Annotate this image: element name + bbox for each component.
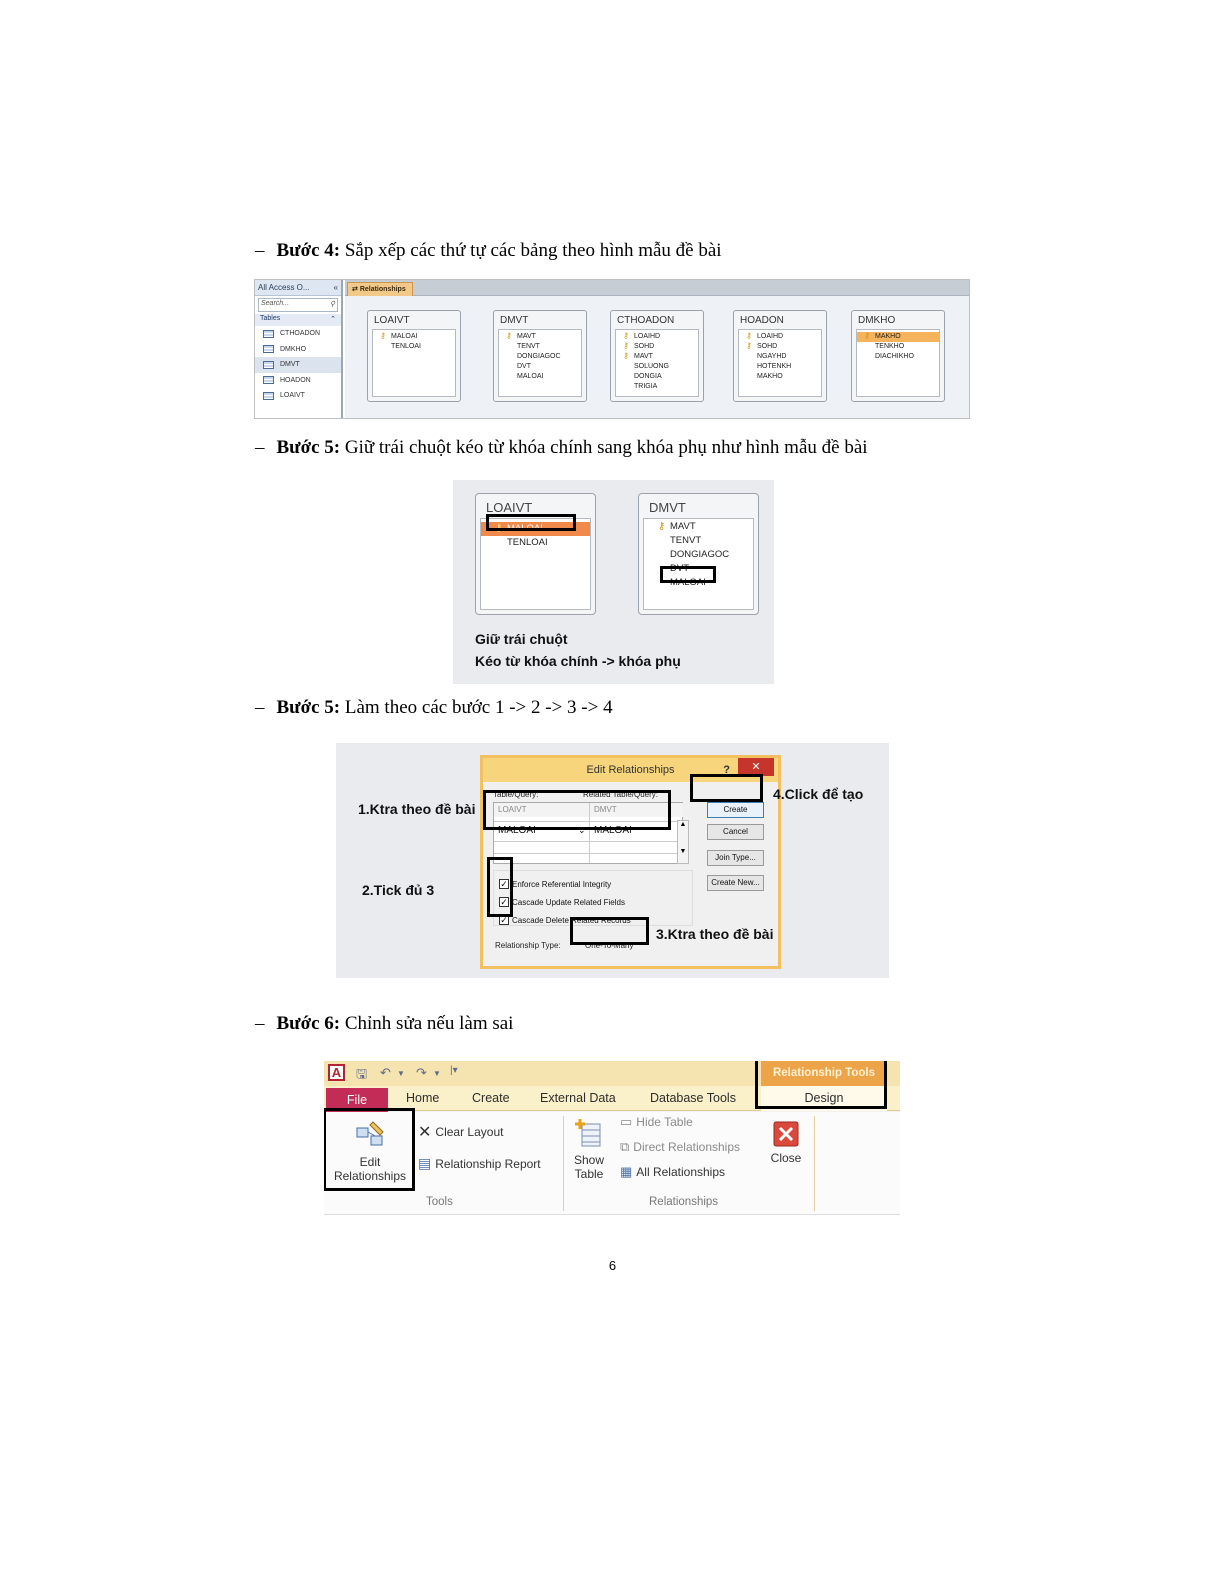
grid-scrollbar[interactable] (677, 820, 689, 864)
tab-relationships[interactable]: ⇄ Relationships (347, 282, 413, 296)
step-5a-heading: – Bước 5: Giữ trái chuột kéo từ khóa chính sang khóa phụ như hình mẫu đề bài (255, 437, 868, 458)
chevron-down-icon[interactable]: ⌄ (578, 825, 586, 835)
tab-database-tools[interactable]: Database Tools (650, 1091, 736, 1105)
field-key[interactable]: ⚷ LOAIHD (743, 332, 821, 342)
checkmark-icon: ✓ (500, 897, 508, 907)
undo-icon[interactable]: ↶ (380, 1065, 391, 1080)
field-key[interactable]: ⚷ LOAIHD (620, 332, 698, 342)
related-table-select[interactable]: DMVT (590, 803, 683, 817)
annotation-step-3: 3.Ktra theo đề bài (656, 926, 774, 942)
cancel-button[interactable]: Cancel (707, 824, 764, 840)
step-5b-heading: – Bước 5: Làm theo các bước 1 -> 2 -> 3 -> 4 (255, 697, 613, 718)
highlight-frame-relationship-tools (755, 1061, 887, 1109)
save-icon[interactable]: 🖫 (356, 1066, 368, 1081)
access-logo-icon[interactable]: A (328, 1064, 345, 1081)
tab-file[interactable]: File (326, 1088, 388, 1112)
cascade-update-checkbox[interactable]: ✓ Cascade Update Related Fields (500, 897, 625, 907)
enforce-integrity-checkbox[interactable]: ✓ Enforce Referential Integrity (500, 879, 612, 889)
field[interactable]: DONGIAGOC (517, 353, 561, 360)
table-icon (263, 345, 274, 353)
relationships-canvas (345, 280, 969, 418)
field[interactable]: TENKHO (875, 343, 905, 350)
drag-caption: Giữ trái chuột Kéo từ khóa chính -> khóa phụ (475, 631, 681, 669)
join-type-button[interactable]: Join Type... (707, 850, 764, 866)
field-key[interactable]: ⚷ SOHD (620, 342, 698, 352)
field[interactable]: MAKHO (757, 373, 783, 380)
highlight-frame-checkboxes (487, 857, 513, 917)
nav-item-dmkho[interactable]: DMKHO (255, 342, 341, 358)
tab-design[interactable]: Design (761, 1086, 887, 1111)
field[interactable]: TRIGIA (634, 383, 658, 390)
relationship-tools-context-header: Relationship Tools (761, 1061, 887, 1086)
create-button[interactable]: Create (707, 802, 764, 818)
table-box-dmvt[interactable]: DMVT ⚷ MAVT TENVT DONGIAGOC DVT MALOAI (493, 310, 587, 402)
scroll-down-icon[interactable]: ▼ (679, 848, 687, 855)
report-icon: ▤ (418, 1155, 432, 1171)
group-separator (814, 1116, 815, 1211)
field[interactable]: TENLOAI (391, 343, 421, 350)
customize-toolbar-icon[interactable]: |▾ (450, 1065, 458, 1076)
table-box-hoadon[interactable]: HOADON ⚷ LOAIHD ⚷ SOHD NGAYHD HOTENKH MAKHO (733, 310, 827, 402)
checkmark-icon: ✓ (500, 879, 508, 889)
create-new-button[interactable]: Create New... (707, 875, 764, 891)
group-label-relationships: Relationships (649, 1196, 719, 1208)
close-button[interactable]: Close (764, 1120, 808, 1165)
table-query-label: Table/Query: (493, 790, 539, 799)
group-label-tools: Tools (426, 1196, 453, 1208)
highlight-frame-foreign-key (660, 566, 716, 583)
collapse-chevron-icon[interactable]: « (333, 283, 338, 292)
search-icon: ⚲ (329, 301, 335, 308)
table-icon (263, 361, 274, 369)
nav-item-hoadon[interactable]: HOADON (255, 373, 341, 389)
highlight-frame-type (570, 917, 649, 945)
field-key[interactable]: ⚷ MAVT (620, 352, 698, 362)
edit-relationships-button[interactable]: Edit Relationships (328, 1118, 412, 1183)
document-tab-bar (345, 280, 969, 296)
table-icon (263, 330, 274, 338)
relationships-icon: ⇄ (352, 286, 360, 293)
field[interactable]: TENVT (670, 535, 702, 546)
tab-external-data[interactable]: External Data (540, 1091, 616, 1105)
nav-search-input[interactable]: Search... ⚲ (258, 298, 338, 312)
field[interactable]: HOTENKH (757, 363, 792, 370)
nav-item-loaivt[interactable]: LOAIVT (255, 388, 341, 404)
group-separator (563, 1116, 564, 1211)
clear-x-icon: ✕ (418, 1124, 432, 1141)
field[interactable]: DIACHIKHO (875, 353, 914, 360)
step-4-heading: – Bước 4: Sắp xếp các thứ tự các bảng theo hình mẫu đề bài (255, 240, 722, 261)
relationship-type-label: Relationship Type: (495, 941, 561, 950)
annotation-step-4: 4.Click để tạo (773, 786, 864, 802)
field-key-selected[interactable]: ⚷ MAKHO (857, 332, 939, 342)
table-icon (263, 392, 274, 400)
nav-pane-header[interactable]: All Access O... « (255, 280, 341, 296)
annotation-step-2: 2.Tick đủ 3 (362, 882, 435, 898)
step-6-heading: – Bước 6: Chỉnh sửa nếu làm sai (255, 1013, 514, 1034)
field[interactable]: DONGIAGOC (670, 549, 730, 560)
table-box-dmkho[interactable]: DMKHO ⚷ MAKHO TENKHO DIACHIKHO (851, 310, 945, 402)
table-query-select[interactable]: LOAIVT (494, 803, 589, 817)
close-red-icon (772, 1120, 800, 1148)
page-number: 6 (608, 1258, 617, 1273)
access-ribbon-screenshot (324, 1061, 900, 1215)
field-right-select[interactable]: MALOAI (594, 825, 632, 836)
show-table-button[interactable]: Show Table (568, 1118, 610, 1181)
field[interactable]: DVT (670, 563, 689, 574)
field-key[interactable]: ⚷ MAVT (503, 332, 581, 342)
scroll-up-icon[interactable]: ▲ (679, 821, 687, 828)
close-icon[interactable]: ✕ (738, 758, 774, 776)
redo-icon[interactable]: ↷ (416, 1065, 427, 1080)
field[interactable]: DONGIA (634, 373, 662, 380)
table-box-loaivt[interactable]: LOAIVT ⚷ MALOAI TENLOAI (367, 310, 461, 402)
field[interactable]: DVT (517, 363, 531, 370)
highlight-frame-create (690, 774, 763, 802)
highlight-frame-tables (483, 790, 671, 830)
direct-relationships-button[interactable]: ⧉ Direct Relationships (620, 1139, 741, 1154)
direct-relationships-icon: ⧉ (620, 1139, 630, 1154)
tab-create[interactable]: Create (472, 1091, 510, 1105)
hide-table-icon: ▭ (620, 1114, 633, 1129)
all-relationships-icon: ▦ (620, 1164, 633, 1179)
field-key[interactable]: ⚷ MAVT (644, 520, 753, 534)
edit-relationships-screenshot (336, 743, 889, 978)
annotation-step-1: 1.Ktra theo đề bài (358, 801, 476, 817)
tab-home[interactable]: Home (406, 1091, 440, 1105)
table-box-loaivt-large[interactable]: LOAIVT ⚷ MALOAI TENLOAI (475, 493, 596, 615)
field[interactable]: TENLOAI (507, 537, 548, 548)
nav-tables-group-header[interactable]: Tables ⌃ (255, 314, 341, 326)
nav-item-dmvt[interactable]: DMVT (255, 357, 341, 373)
table-box-dmvt-large[interactable]: DMVT ⚷ MAVT TENVT DONGIAGOC DVT MALOAI (638, 493, 759, 615)
highlight-frame-edit-relationships (324, 1108, 415, 1191)
help-icon[interactable]: ? (723, 764, 730, 776)
cascade-delete-checkbox[interactable]: ✓ Cascade Delete Related Records (500, 915, 631, 925)
related-table-label: Related Table/Query: (583, 790, 659, 799)
table-box-cthoadon[interactable]: CTHOADON ⚷ LOAIHD ⚷ SOHD ⚷ MAVT SOLUONG DONGIA TRIGIA (610, 310, 704, 402)
field[interactable]: NGAYHD (757, 353, 787, 360)
hide-table-button[interactable]: ▭ Hide Table (620, 1114, 693, 1129)
field[interactable]: MALOAI (517, 373, 544, 380)
checkmark-icon: ✓ (500, 915, 508, 925)
chevron-up-icon: ⌃ (330, 316, 336, 323)
nav-item-cthoadon[interactable]: CTHOADON (255, 326, 341, 342)
relationships-window-screenshot (254, 279, 970, 419)
all-relationships-button[interactable]: ▦ All Relationships (620, 1164, 726, 1179)
table-icon (263, 376, 274, 384)
dialog-titlebar: Edit Relationships ? ✕ (483, 758, 778, 782)
undo-dropdown-icon[interactable]: ▼ (397, 1069, 405, 1078)
navigation-pane (255, 280, 343, 419)
drag-key-screenshot (453, 480, 774, 684)
field[interactable]: SOLUONG (634, 363, 670, 370)
relationship-type-value: One-To-Many (585, 941, 634, 950)
field[interactable]: TENVT (517, 343, 540, 350)
highlight-frame-primary-key (486, 514, 576, 531)
field-key[interactable]: ⚷ MALOAI (377, 332, 455, 342)
clear-layout-button[interactable]: ✕ Clear Layout (418, 1124, 504, 1141)
field-key[interactable]: ⚷ SOHD (743, 342, 821, 352)
redo-dropdown-icon[interactable]: ▼ (433, 1069, 441, 1078)
field-left-select[interactable]: MALOAI (498, 825, 536, 836)
show-table-icon (574, 1118, 604, 1150)
relationship-report-button[interactable]: ▤ Relationship Report (418, 1155, 541, 1171)
field-key-maloai-selected[interactable]: ⚷ MALOAI (481, 522, 590, 536)
field-maloai[interactable]: MALOAI (670, 577, 706, 588)
